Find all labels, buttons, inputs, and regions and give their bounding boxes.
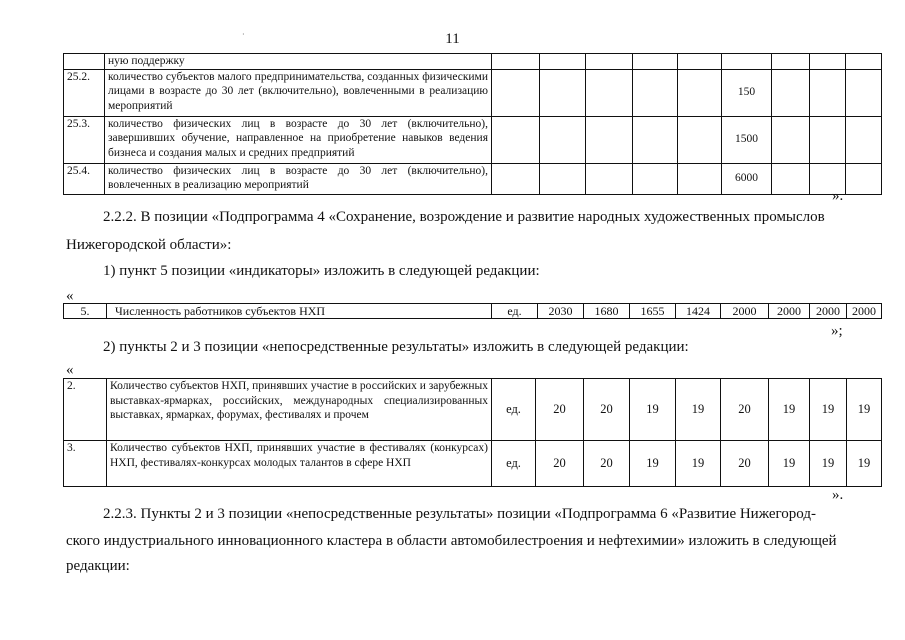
value-cell: [772, 54, 810, 70]
opening-quote: «: [66, 288, 74, 304]
value-cell: 1655: [630, 304, 676, 319]
value-cell: 19: [847, 379, 882, 441]
row-number: 2.: [64, 379, 107, 441]
value-cell: 19: [630, 379, 676, 441]
value-cell: [678, 116, 722, 163]
value-cell: [810, 116, 846, 163]
page-number: 11: [445, 31, 460, 47]
row-text: ную поддержку: [105, 54, 492, 70]
value-cell: 2000: [721, 304, 769, 319]
value-cell: [540, 54, 586, 70]
value-cell: [846, 54, 882, 70]
value-cell: [586, 54, 633, 70]
value-cell: [772, 163, 810, 194]
paragraph-2-2-2-continuation: Нижегородской области»:: [66, 237, 232, 253]
value-cell: 20: [536, 379, 584, 441]
value-cell: [846, 69, 882, 116]
value-cell: 2000: [810, 304, 847, 319]
closing-quote: ».: [832, 487, 844, 503]
table-row: [64, 441, 882, 487]
value-cell: 20: [721, 441, 769, 487]
value-cell: 6000: [722, 163, 772, 194]
row-number: 5.: [64, 304, 107, 319]
table-row: [64, 304, 882, 319]
value-cell: [586, 116, 633, 163]
value-cell: [586, 163, 633, 194]
value-cell: 20: [536, 441, 584, 487]
value-cell: [846, 163, 882, 194]
value-cell: [846, 116, 882, 163]
paragraph-2-2-3-end: редакции:: [66, 558, 130, 574]
closing-quote: »;: [831, 323, 843, 339]
value-cell: 19: [847, 441, 882, 487]
value-cell: [633, 54, 678, 70]
paragraph-item-1: 1) пункт 5 позиции «индикаторы» изложить в следующей редакции:: [103, 263, 540, 279]
unit-cell: ед.: [492, 379, 536, 441]
value-cell: [678, 163, 722, 194]
value-cell: [633, 69, 678, 116]
value-cell: 19: [810, 441, 847, 487]
row-text: количество физических лиц в возрасте до 30 лет (включительно), завершивших обучение, направленное на приобретение навыков ведения бизнеса и создания малых и средних предприятий: [105, 116, 492, 163]
table-row: [64, 116, 882, 163]
value-cell: 1424: [676, 304, 721, 319]
row-text: Количество субъектов НХП, принявших участие в российских и зарубежных выставках-ярмарках, российских, международных специализированных выставках, ярмарках, форумах, фестивалях и прочем: [107, 379, 492, 441]
value-cell: 19: [630, 441, 676, 487]
value-cell: [540, 69, 586, 116]
value-cell: 1680: [584, 304, 630, 319]
value-cell: [722, 54, 772, 70]
value-cell: 2000: [769, 304, 810, 319]
value-cell: 20: [721, 379, 769, 441]
value-cell: 2030: [538, 304, 584, 319]
value-cell: 19: [676, 379, 721, 441]
row-number: 3.: [64, 441, 107, 487]
value-cell: 19: [676, 441, 721, 487]
value-cell: [810, 54, 846, 70]
value-cell: [540, 116, 586, 163]
value-cell: [492, 69, 540, 116]
value-cell: [633, 163, 678, 194]
value-cell: [492, 163, 540, 194]
row-text: количество субъектов малого предпринимательства, созданных физическими лицами в возрасте до 30 лет (включительно), вовлеченными в реализацию мероприятий: [105, 69, 492, 116]
row-number: 25.4.: [64, 163, 105, 194]
value-cell: [492, 116, 540, 163]
unit-cell: ед.: [492, 441, 536, 487]
value-cell: 19: [769, 379, 810, 441]
value-cell: [492, 54, 540, 70]
value-cell: 1500: [722, 116, 772, 163]
row-number: [64, 54, 105, 70]
value-cell: [678, 54, 722, 70]
value-cell: [678, 69, 722, 116]
row-number: 25.2.: [64, 69, 105, 116]
value-cell: 19: [810, 379, 847, 441]
row-number: 25.3.: [64, 116, 105, 163]
value-cell: 19: [769, 441, 810, 487]
closing-quote: ».: [832, 188, 844, 204]
row-text: количество физических лиц в возрасте до 30 лет (включительно), вовлеченных в реализацию мероприятий: [105, 163, 492, 194]
unit-cell: ед.: [492, 304, 538, 319]
paragraph-item-2: 2) пункты 2 и 3 позиции «непосредственные результаты» изложить в следующей редакции:: [103, 339, 689, 355]
value-cell: [810, 69, 846, 116]
value-cell: [586, 69, 633, 116]
value-cell: 2000: [847, 304, 882, 319]
table-youth-entrepreneurship: [63, 53, 882, 195]
table-row: [64, 54, 882, 70]
row-text: Количество субъектов НХП, принявших участие в фестивалях (конкурсах) НХП, фестивалях-конкурсах молодых талантов в сфере НХП: [107, 441, 492, 487]
value-cell: [633, 116, 678, 163]
value-cell: 150: [722, 69, 772, 116]
paragraph-2-2-3-continuation: ского индустриального инновационного кластера в области автомобилестроения и нефтехимии» изложить в следующей: [66, 533, 837, 549]
table-row: [64, 69, 882, 116]
table-row: [64, 163, 882, 194]
value-cell: 20: [584, 441, 630, 487]
value-cell: 20: [584, 379, 630, 441]
scan-dot: ·: [242, 30, 245, 39]
table-direct-results: [63, 378, 882, 487]
table-row: [64, 379, 882, 441]
opening-quote: «: [66, 362, 74, 378]
value-cell: [540, 163, 586, 194]
value-cell: [772, 116, 810, 163]
table-indicators: [63, 303, 882, 319]
value-cell: [772, 69, 810, 116]
paragraph-2-2-3: 2.2.3. Пункты 2 и 3 позиции «непосредственные результаты» позиции «Подпрограмма 6 «Развитие Нижегород-: [103, 506, 817, 522]
row-text: Численность работников субъектов НХП: [107, 304, 492, 319]
paragraph-2-2-2: 2.2.2. В позиции «Подпрограмма 4 «Сохранение, возрождение и развитие народных художественных промыслов: [103, 209, 825, 225]
